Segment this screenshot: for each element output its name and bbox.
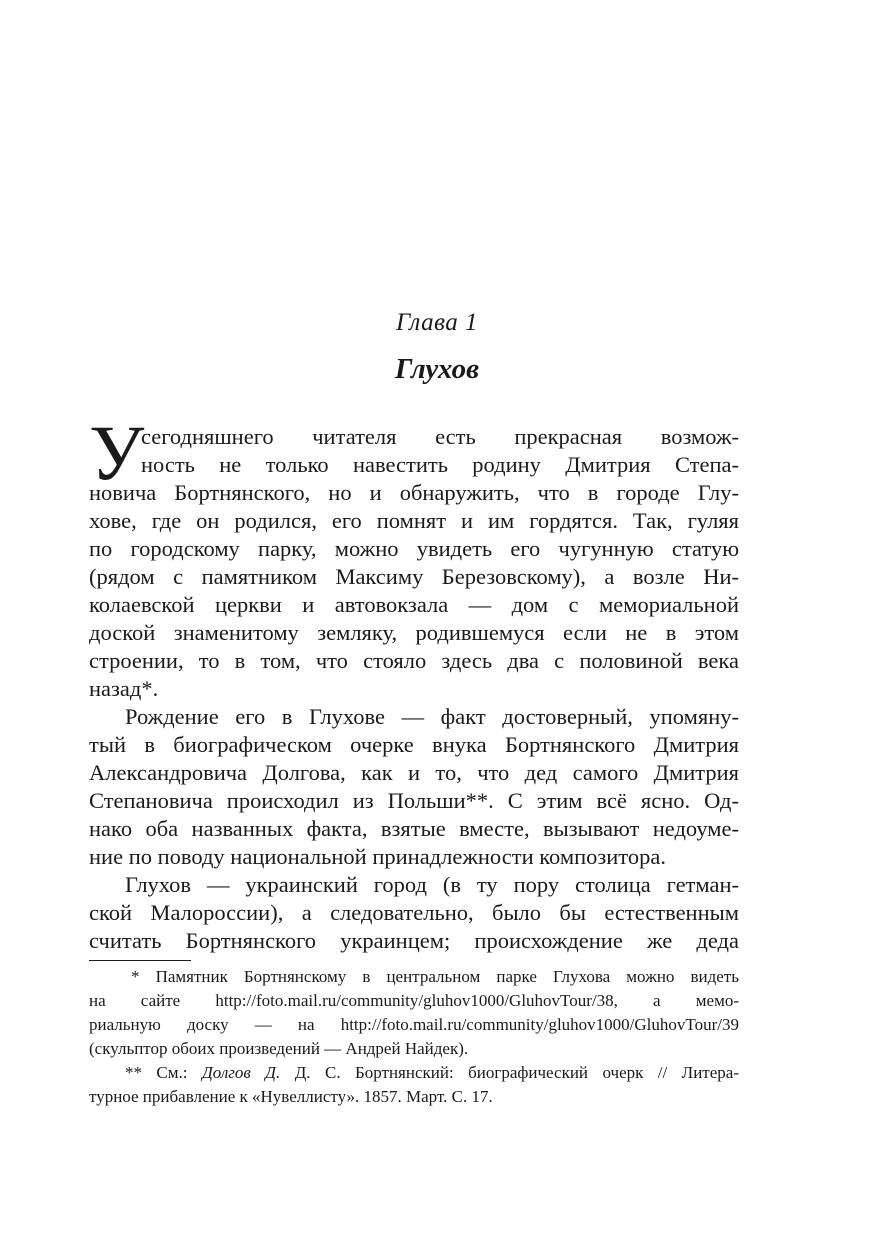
footnote-line: на сайте http://foto.mail.ru/community/gluhov1000/GluhovTour/38, а мемо- (89, 991, 739, 1010)
text-line: ние по поводу национальной принадлежности композитора. (89, 844, 666, 869)
text-line: Александровича Долгова, как и то, что дед самого Дмитрия (89, 760, 739, 785)
text-line: тый в биографическом очерке внука Бортнянского Дмитрия (89, 732, 739, 757)
footnote-line: риальную доску — на http://foto.mail.ru/community/gluhov1000/GluhovTour/39 (89, 1015, 739, 1034)
text-line: ской Малороссии), а следовательно, было бы естественным (89, 900, 739, 925)
footnotes (89, 965, 739, 1109)
text-line: Глухов — украинский город (в ту пору столица гетман- (125, 872, 739, 897)
footnote-divider (89, 960, 191, 961)
text-line: доской знаменитому земляку, родившемуся если не в этом (89, 620, 739, 645)
text-line: Степановича происходил из Польши**. С этим всё ясно. Од- (89, 788, 739, 813)
footnote-line (89, 1061, 739, 1085)
text-line: нако оба названных факта, взятые вместе, вызывают недоуме- (89, 816, 739, 841)
text-line: колаевской церкви и автовокзала — дом с мемориальной (89, 592, 739, 617)
text-line: по городскому парку, можно увидеть его чугунную статую (89, 536, 739, 561)
text-line: строении, то в том, что стояло здесь два с половиной века (89, 648, 739, 673)
footnote-line: турное прибавление к «Нувеллисту». 1857. Март. С. 17. (89, 1087, 493, 1106)
chapter-label: Глава 1 (395, 309, 479, 336)
text-line: (рядом с памятником Максиму Березовскому), а возле Ни- (89, 564, 739, 589)
drop-cap: У (89, 409, 145, 496)
footnote-line: (скульптор обоих произведений — Андрей Найдек). (89, 1039, 469, 1058)
chapter-title: Глухов (394, 353, 480, 385)
text-line: Рождение его в Глухове — факт достоверный, упомяну- (125, 704, 739, 729)
text-line: хове, где он родился, его помнят и им гордятся. Так, гуляя (89, 508, 739, 533)
text-line: новича Бортнянского, но и обнаружить, что в городе Глу- (89, 480, 739, 505)
footnote-marker: ** См.: (125, 1063, 202, 1082)
footnote-author: Долгов Д. (201, 1063, 281, 1082)
main-text (89, 409, 739, 955)
text-line: назад*. (89, 676, 159, 701)
text-line: ность не только навестить родину Дмитрия Степа- (141, 452, 739, 477)
text-line: сегодняшнего читателя есть прекрасная возмож- (141, 424, 739, 449)
footnote-text: Д. С. Бортнянский: биографический очерк // Литера- (280, 1063, 739, 1082)
footnote-line: * Памятник Бортнянскому в центральном парке Глухова можно видеть (131, 967, 739, 986)
text-line: считать Бортнянского украинцем; происхождение же деда (89, 928, 739, 953)
